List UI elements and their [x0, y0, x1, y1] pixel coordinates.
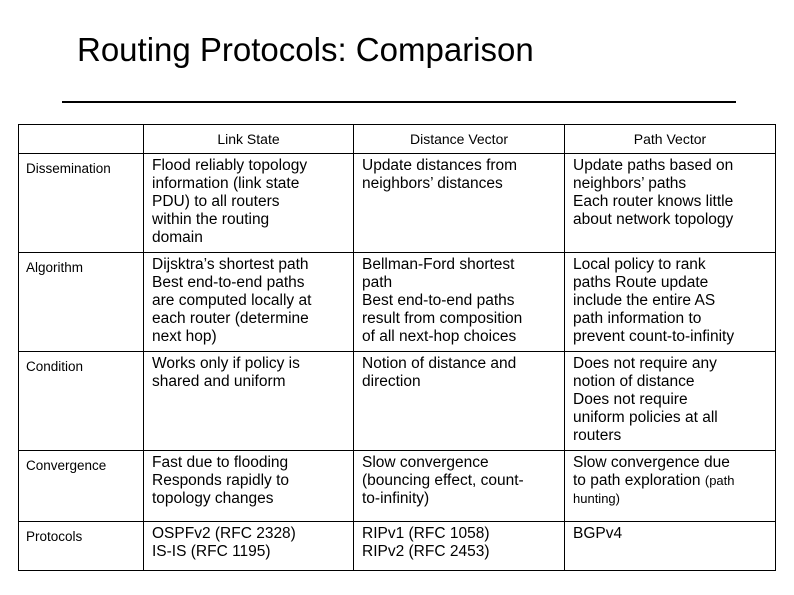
cell-line: path — [362, 274, 393, 291]
row-label-condition: Condition — [19, 352, 144, 451]
cell-line: about network topology — [573, 211, 734, 228]
cell-convergence-link-state — [144, 451, 354, 522]
cell-condition-link-state — [144, 352, 354, 451]
table-row-algorithm — [19, 253, 776, 352]
cell-line: prevent count-to-infinity — [573, 328, 735, 345]
cell-algorithm-distance-vector — [354, 253, 565, 352]
header-path-vector: Path Vector — [565, 125, 776, 154]
title-underline — [62, 101, 736, 103]
row-label-convergence: Convergence — [19, 451, 144, 522]
cell-line: Update distances from — [362, 157, 518, 174]
cell-line: direction — [362, 373, 421, 390]
cell-algorithm-path-vector — [565, 253, 776, 352]
cell-line: topology changes — [152, 490, 274, 507]
cell-line: (bouncing effect, count- — [362, 472, 524, 489]
cell-line: notion of distance — [573, 373, 695, 390]
cell-convergence-distance-vector — [354, 451, 565, 522]
cell-line: IS-IS (RFC 1195) — [152, 543, 271, 560]
cell-line: OSPFv2 (RFC 2328) — [152, 525, 296, 542]
cell-protocols-link-state — [144, 522, 354, 571]
cell-line: Best end-to-end paths — [152, 274, 305, 291]
cell-protocols-distance-vector — [354, 522, 565, 571]
cell-line: shared and uniform — [152, 373, 286, 390]
table-row-convergence — [19, 451, 776, 522]
cell-line: neighbors’ distances — [362, 175, 503, 192]
cell-line: Each router knows little — [573, 193, 734, 210]
cell-line: Slow convergence — [362, 454, 489, 471]
cell-line: BGPv4 — [573, 525, 623, 542]
cell-line: Responds rapidly to — [152, 472, 289, 489]
cell-algorithm-link-state — [144, 253, 354, 352]
cell-line: path information to — [573, 310, 702, 327]
cell-line-part: to path exploration — [573, 472, 701, 489]
cell-line: neighbors’ paths — [573, 175, 687, 192]
cell-line: Works only if policy is — [152, 355, 300, 372]
header-blank-cell — [19, 125, 144, 154]
cell-line: Fast due to flooding — [152, 454, 289, 471]
header-row — [19, 125, 776, 154]
comparison-table — [18, 124, 776, 571]
table-row-dissemination — [19, 154, 776, 253]
cell-line: Notion of distance and — [362, 355, 517, 372]
cell-line: are computed locally at — [152, 292, 312, 309]
cell-dissemination-link-state — [144, 154, 354, 253]
cell-line: domain — [152, 229, 203, 246]
cell-dissemination-path-vector — [565, 154, 776, 253]
cell-line: PDU) to all routers — [152, 193, 280, 210]
row-label-algorithm: Algorithm — [19, 253, 144, 352]
cell-line: information (link state — [152, 175, 300, 192]
cell-line: paths Route update — [573, 274, 709, 291]
cell-line: RIPv2 (RFC 2453) — [362, 543, 490, 560]
slide-title: Routing Protocols: Comparison — [77, 31, 534, 68]
cell-line: Best end-to-end paths — [362, 292, 515, 309]
cell-line — [573, 472, 771, 490]
cell-line: each router (determine — [152, 310, 309, 327]
cell-line: hunting) — [573, 491, 620, 506]
cell-line: result from composition — [362, 310, 523, 327]
cell-line: Slow convergence due — [573, 454, 730, 471]
row-label-protocols: Protocols — [19, 522, 144, 571]
cell-line: RIPv1 (RFC 1058) — [362, 525, 490, 542]
cell-line: Local policy to rank — [573, 256, 706, 273]
cell-line: next hop) — [152, 328, 217, 345]
cell-line: Dijsktra’s shortest path — [152, 256, 309, 273]
cell-line: uniform policies at all — [573, 409, 718, 426]
table-row-condition — [19, 352, 776, 451]
cell-condition-path-vector — [565, 352, 776, 451]
cell-line: Does not require — [573, 391, 688, 408]
cell-protocols-path-vector — [565, 522, 776, 571]
row-label-dissemination: Dissemination — [19, 154, 144, 253]
cell-line-small-part: (path — [704, 473, 735, 488]
cell-line: routers — [573, 427, 622, 444]
cell-line: Flood reliably topology — [152, 157, 308, 174]
table-row-protocols — [19, 522, 776, 571]
cell-condition-distance-vector — [354, 352, 565, 451]
cell-convergence-path-vector — [565, 451, 776, 522]
cell-line: Bellman-Ford shortest — [362, 256, 515, 273]
cell-line: include the entire AS — [573, 292, 716, 309]
header-distance-vector: Distance Vector — [354, 125, 565, 154]
cell-line: within the routing — [152, 211, 270, 228]
header-link-state: Link State — [144, 125, 354, 154]
cell-line: Update paths based on — [573, 157, 734, 174]
cell-line: to-infinity) — [362, 490, 430, 507]
cell-line: Does not require any — [573, 355, 717, 372]
cell-dissemination-distance-vector — [354, 154, 565, 253]
cell-line: of all next-hop choices — [362, 328, 517, 345]
